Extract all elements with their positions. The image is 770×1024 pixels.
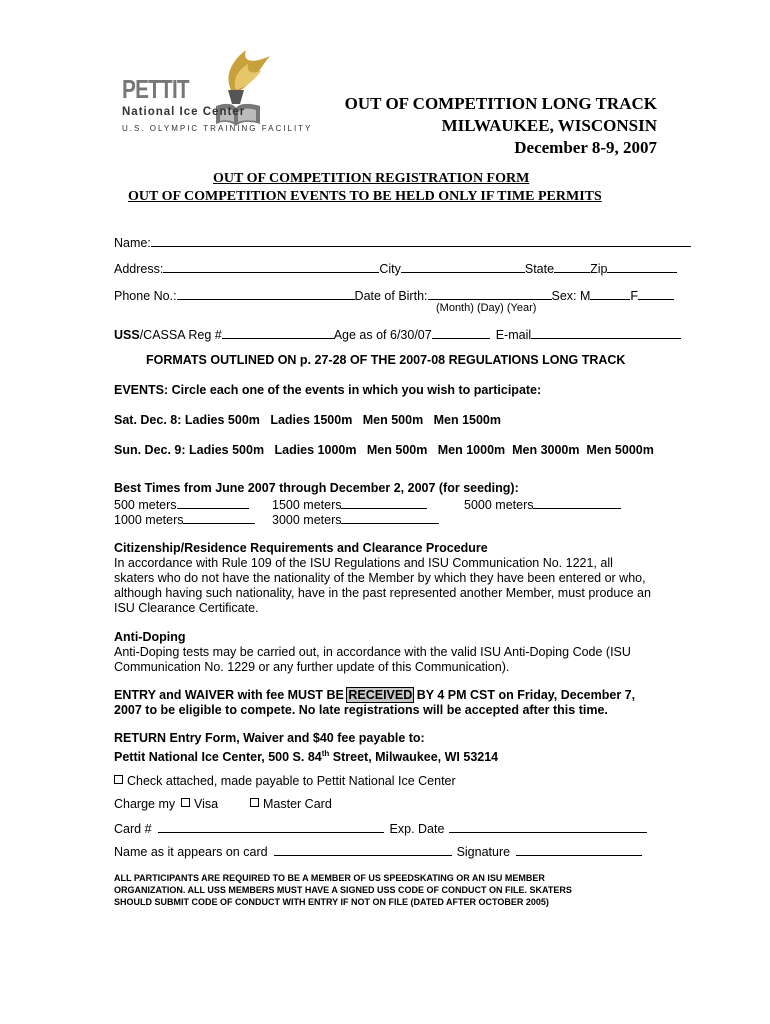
- disclaimer-line1: ALL PARTICIPANTS ARE REQUIRED TO BE A MEMBER OF US SPEEDSKATING OR AN ISU MEMBER: [114, 873, 545, 883]
- citizenship-line4: ISU Clearance Certificate.: [114, 601, 259, 615]
- phone-row: [114, 287, 674, 303]
- return-section: [114, 731, 674, 765]
- charge-label: Charge my: [114, 797, 176, 811]
- antidoping-line1: Anti-Doping tests may be carried out, in accordance with the valid ISU Anti-Doping Code (ISU: [114, 645, 631, 659]
- signature-label: Signature: [456, 845, 511, 859]
- phone-field[interactable]: [177, 287, 355, 300]
- address-field[interactable]: [163, 260, 379, 273]
- formats-note: FORMATS OUTLINED ON p. 27-28 OF THE 2007-08 REGULATIONS LONG TRACK: [146, 353, 626, 367]
- dob-label: Date of Birth:: [354, 289, 428, 303]
- city-label: City: [379, 262, 401, 276]
- check-option[interactable]: [114, 774, 456, 788]
- reg-field[interactable]: [222, 326, 334, 339]
- sex-f-label: F: [630, 289, 639, 303]
- title-line1: OUT OF COMPETITION LONG TRACK: [344, 94, 657, 113]
- antidoping-section: [114, 630, 674, 675]
- name-label: Name:: [114, 236, 151, 250]
- return-line1: RETURN Entry Form, Waiver and $40 fee payable to:: [114, 731, 425, 745]
- logo-tagline: U.S. OLYMPIC TRAINING FACILITY: [122, 124, 313, 133]
- t1500-label: 1500 meters: [272, 498, 342, 512]
- entry-deadline: [114, 688, 674, 718]
- email-field[interactable]: [531, 326, 681, 339]
- state-label: State: [524, 262, 555, 276]
- signature-field[interactable]: [516, 843, 642, 856]
- uss-label: USS: [114, 328, 140, 342]
- city-field[interactable]: [401, 260, 525, 273]
- phone-label: Phone No.:: [114, 289, 177, 303]
- zip-label: Zip: [590, 262, 608, 276]
- age-field[interactable]: [432, 326, 490, 339]
- events-sunday: Sun. Dec. 9: Ladies 500m Ladies 1000m Men 500m Men 1000m Men 3000m Men 5000m: [114, 443, 654, 457]
- return-line2-sup: th: [321, 749, 330, 758]
- sex-m-field[interactable]: [590, 287, 630, 300]
- t500-field[interactable]: [177, 496, 249, 509]
- disclaimer-line2: ORGANIZATION. ALL USS MEMBERS MUST HAVE A SIGNED USS CODE OF CONDUCT ON FILE. SKATERS: [114, 885, 572, 895]
- exp-label: Exp. Date: [389, 822, 445, 836]
- check-label: Check attached, made payable to Pettit National Ice Center: [127, 774, 456, 788]
- best-times-row1c: [464, 496, 621, 512]
- t1500-field[interactable]: [341, 496, 427, 509]
- best-times-row1: [114, 496, 249, 512]
- entry-part1: ENTRY and WAIVER with fee MUST BE: [114, 688, 348, 702]
- best-times-heading: Best Times from June 2007 through December 2, 2007 (for seeding):: [114, 481, 519, 495]
- citizenship-line2: skaters who do not have the nationality of the Member by which they have been entered or who,: [114, 571, 646, 585]
- t3000-label: 3000 meters: [272, 513, 342, 527]
- events-intro: EVENTS: Circle each one of the events in which you wish to participate:: [114, 383, 542, 397]
- charge-row: [114, 797, 175, 811]
- logo-name: PETTIT: [122, 74, 189, 104]
- subtitle-events: OUT OF COMPETITION EVENTS TO BE HELD ONLY IF TIME PERMITS: [128, 189, 602, 204]
- t5000-label: 5000 meters: [464, 498, 534, 512]
- card-row: [114, 820, 647, 836]
- entry-part2: BY 4 PM CST on Friday, December 7,: [413, 688, 636, 702]
- return-line2a: Pettit National Ice Center, 500 S. 84: [114, 750, 322, 765]
- sex-label: Sex: M: [551, 289, 591, 303]
- exp-field[interactable]: [449, 820, 647, 833]
- best-times-row2b: [272, 511, 439, 527]
- t3000-field[interactable]: [341, 511, 439, 524]
- logo-subname: National Ice Center: [122, 106, 246, 118]
- antidoping-line2: Communication No. 1229 or any further update of this Communication).: [114, 660, 510, 674]
- received-highlight: RECEIVED: [348, 688, 413, 702]
- citizenship-heading: Citizenship/Residence Requirements and Clearance Procedure: [114, 541, 488, 555]
- dob-hint: (Month) (Day) (Year): [436, 302, 537, 314]
- title-line3: December 8-9, 2007: [514, 138, 657, 157]
- t5000-field[interactable]: [533, 496, 621, 509]
- cassa-label: /CASSA Reg #: [139, 328, 222, 342]
- check-checkbox[interactable]: [114, 775, 123, 784]
- best-times-row1b: [272, 496, 427, 512]
- citizenship-section: [114, 541, 674, 616]
- citizenship-line3: although having such nationality, have in the past represented another Member, must produce an: [114, 586, 651, 600]
- age-label: Age as of 6/30/07: [333, 328, 432, 342]
- dob-field[interactable]: [428, 287, 552, 300]
- visa-label: Visa: [194, 797, 219, 811]
- disclaimer: [114, 872, 674, 908]
- card-label: Card #: [114, 822, 152, 836]
- email-label: E-mail: [495, 328, 532, 342]
- mastercard-checkbox[interactable]: [250, 798, 259, 807]
- t1000-field[interactable]: [183, 511, 255, 524]
- state-field[interactable]: [554, 260, 590, 273]
- address-row: [114, 260, 677, 276]
- mastercard-option[interactable]: [250, 797, 332, 811]
- antidoping-heading: Anti-Doping: [114, 630, 186, 644]
- card-field[interactable]: [158, 820, 384, 833]
- sex-f-field[interactable]: [638, 287, 674, 300]
- uss-row: [114, 326, 681, 342]
- disclaimer-line3: SHOULD SUBMIT CODE OF CONDUCT WITH ENTRY IF NOT ON FILE (DATED AFTER OCTOBER 2005): [114, 897, 549, 907]
- return-line2b: Street, Milwaukee, WI 53214: [329, 750, 499, 765]
- name-on-card-field[interactable]: [274, 843, 452, 856]
- t500-label: 500 meters: [114, 498, 177, 512]
- visa-checkbox[interactable]: [181, 798, 190, 807]
- t1000-label: 1000 meters: [114, 513, 184, 527]
- title-line2: MILWAUKEE, WISCONSIN: [441, 116, 657, 135]
- zip-field[interactable]: [607, 260, 677, 273]
- entry-line2: 2007 to be eligible to compete. No late registrations will be accepted after this time.: [114, 703, 608, 717]
- pettit-logo: [120, 44, 313, 144]
- events-saturday: Sat. Dec. 8: Ladies 500m Ladies 1500m Men 500m Men 1500m: [114, 413, 501, 427]
- subtitle-registration: OUT OF COMPETITION REGISTRATION FORM: [213, 171, 530, 186]
- visa-option[interactable]: [181, 797, 218, 811]
- mastercard-label: Master Card: [263, 797, 332, 811]
- name-row: [114, 234, 691, 250]
- name-field[interactable]: [151, 234, 691, 247]
- best-times-row2: [114, 511, 255, 527]
- name-card-row: [114, 843, 642, 859]
- name-on-card-label: Name as it appears on card: [114, 845, 268, 859]
- citizenship-line1: In accordance with Rule 109 of the ISU Regulations and ISU Communication No. 1221, all: [114, 556, 613, 570]
- address-label: Address:: [114, 262, 164, 276]
